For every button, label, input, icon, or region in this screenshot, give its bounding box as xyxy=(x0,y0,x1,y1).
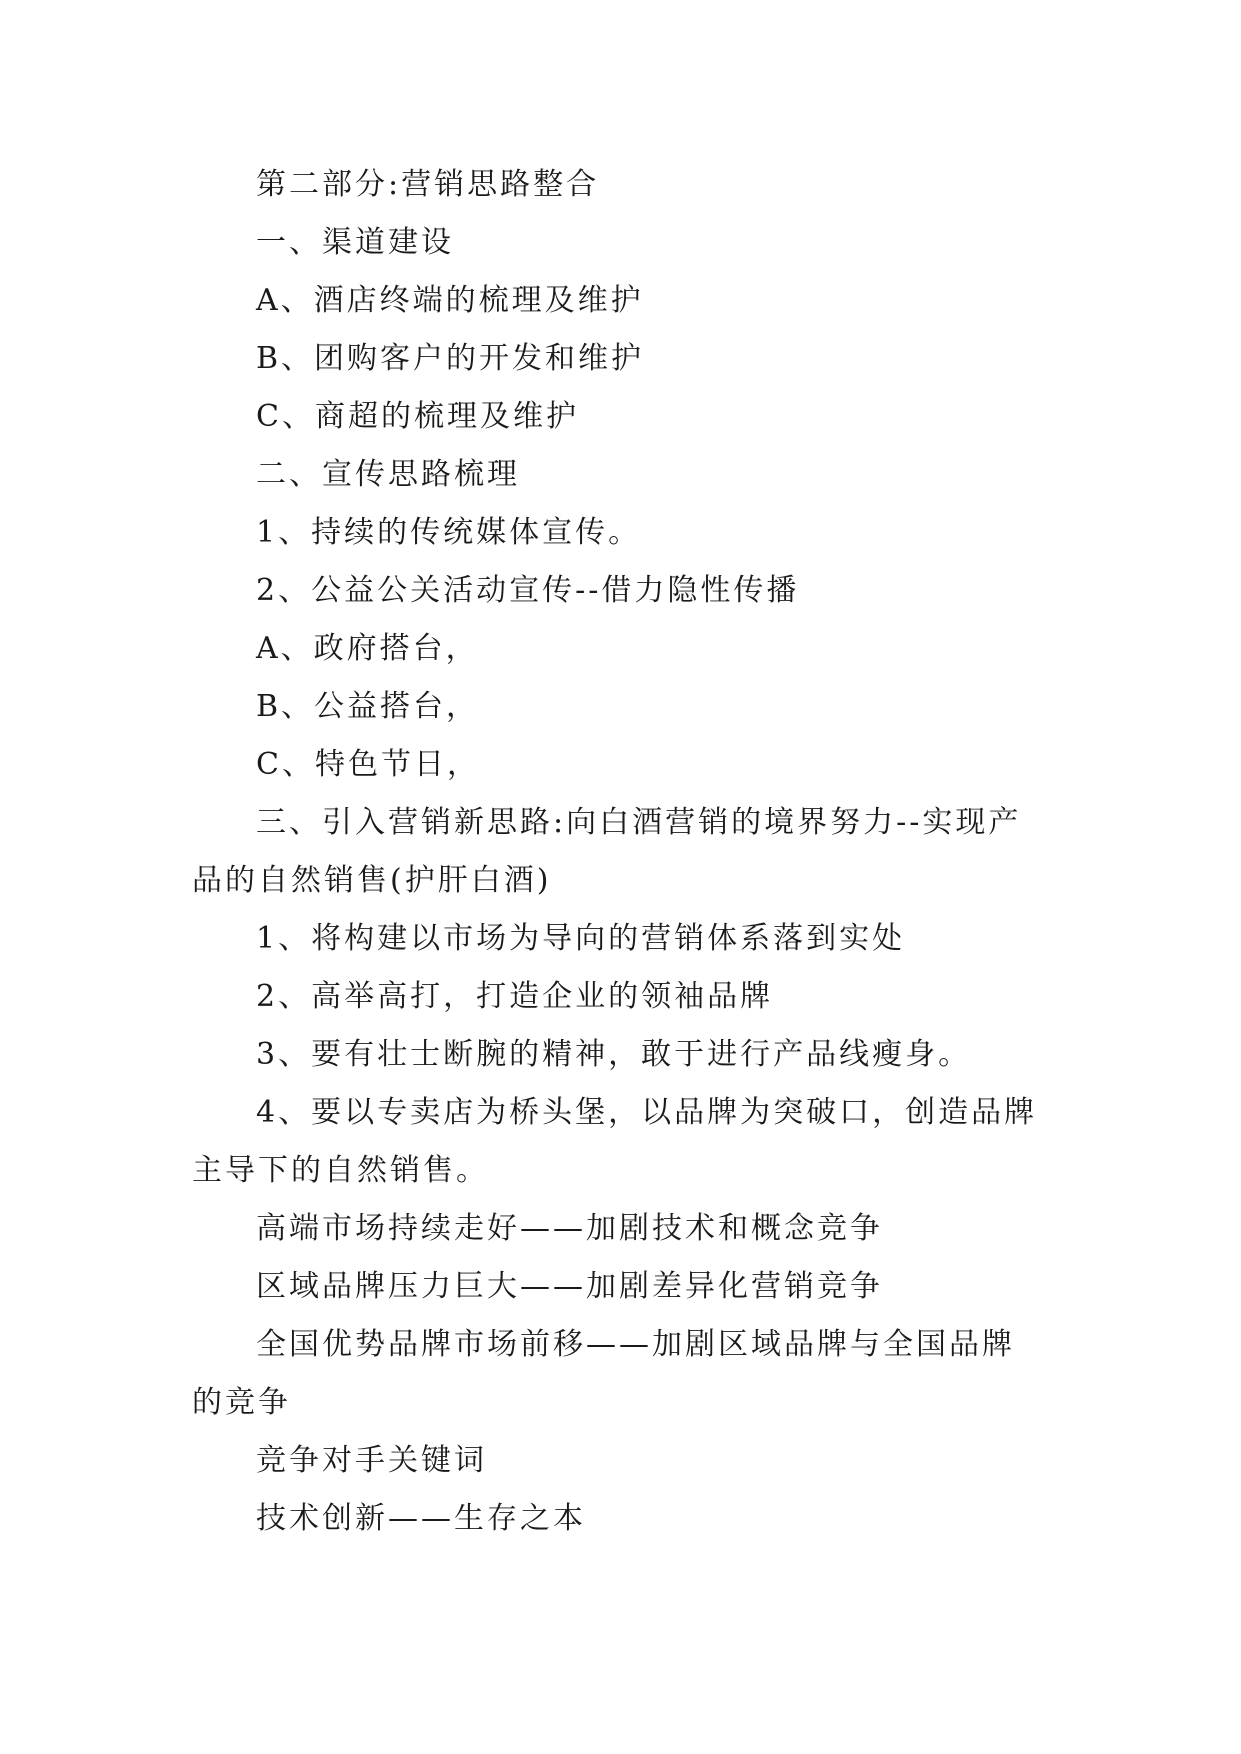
competitor-keywords: 竞争对手关键词 xyxy=(256,1443,487,1478)
list-item-b: B、团购客户的开发和维护 xyxy=(256,341,645,376)
trend-line-3: 全国优势品牌市场前移——加剧区域品牌与全国品牌 xyxy=(256,1327,1015,1362)
keyword-tech-innovation: 技术创新——生存之本 xyxy=(256,1501,586,1536)
idea-item-4: 4、要以专卖店为桥头堡，以品牌为突破口，创造品牌 xyxy=(256,1095,1038,1130)
list-item-c: C、商超的梳理及维护 xyxy=(256,399,579,434)
trend-line-2: 区域品牌压力巨大——加剧差异化营销竞争 xyxy=(256,1269,883,1304)
list-item-1: 1、持续的传统媒体宣传。 xyxy=(256,515,642,550)
idea-item-3: 3、要有壮士断腕的精神，敢于进行产品线瘦身。 xyxy=(256,1037,972,1072)
heading-new-ideas: 三、引入营销新思路:向白酒营销的境界努力--实现产 xyxy=(256,805,1022,840)
idea-item-4-cont: 主导下的自然销售。 xyxy=(192,1153,489,1188)
sub-item-b: B、公益搭台， xyxy=(256,689,480,724)
idea-item-2: 2、高举高打，打造企业的领袖品牌 xyxy=(256,979,774,1014)
section-title: 第二部分:营销思路整合 xyxy=(256,167,600,202)
list-item-2: 2、公益公关活动宣传--借力隐性传播 xyxy=(256,573,800,608)
heading-new-ideas-cont: 品的自然销售(护肝白酒) xyxy=(192,863,552,898)
sub-item-c: C、特色节日， xyxy=(256,747,480,782)
idea-item-1: 1、将构建以市场为导向的营销体系落到实处 xyxy=(256,921,906,956)
heading-channel-building: 一、渠道建设 xyxy=(256,225,454,260)
trend-line-1: 高端市场持续走好——加剧技术和概念竞争 xyxy=(256,1211,883,1246)
list-item-a: A、酒店终端的梳理及维护 xyxy=(256,283,644,318)
heading-promotion: 二、宣传思路梳理 xyxy=(256,457,520,492)
trend-line-3-cont: 的竞争 xyxy=(192,1385,291,1420)
sub-item-a: A、政府搭台， xyxy=(256,631,479,666)
